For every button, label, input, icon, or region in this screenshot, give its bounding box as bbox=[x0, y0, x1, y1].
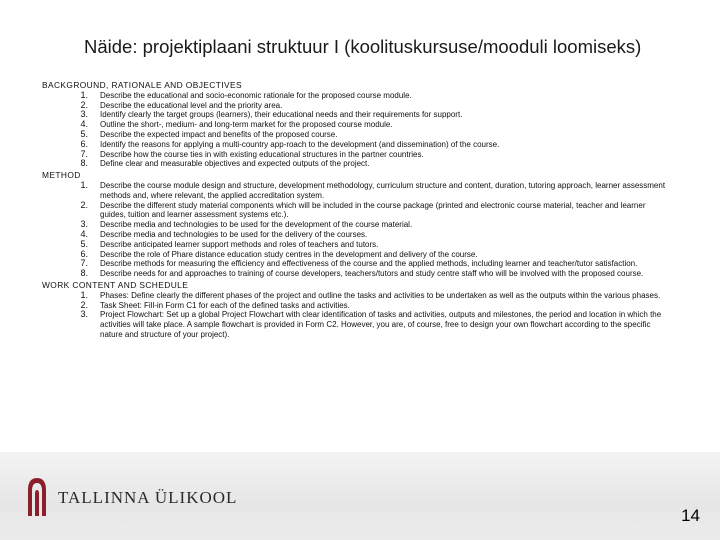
list-item-text: Describe the educational and socio-economic rationale for the proposed course module. bbox=[100, 90, 412, 100]
list-item-text: Describe the educational level and the priority area. bbox=[100, 100, 283, 110]
list-item-number: 5. bbox=[80, 128, 88, 139]
list-item-number: 6. bbox=[80, 248, 88, 259]
tallinn-university-arch-icon bbox=[26, 476, 48, 516]
list-item-text: Project Flowchart: Set up a global Project Flowchart with clear identification of tasks and activities, outputs and milestones, the period and location in which the activities will take place. A sample flowchart is provided in Form C2. However, you are, of course, free to design your own flowchart according to the specific nature and structure of your project). bbox=[100, 310, 662, 339]
list-item-number: 2. bbox=[80, 299, 88, 310]
list-item-text: Describe the role of Phare distance education study centres in the development and delivery of the course. bbox=[100, 249, 478, 259]
list-item-number: 2. bbox=[80, 99, 88, 110]
slide-title: Näide: projektiplaani struktuur I (koolituskursuse/mooduli loomiseks) bbox=[84, 36, 642, 57]
list-item bbox=[42, 230, 672, 240]
section-heading: WORK CONTENT AND SCHEDULE bbox=[42, 279, 189, 290]
list-item-number: 8. bbox=[80, 158, 88, 169]
list-item-number: 4. bbox=[80, 228, 88, 239]
list-item-number: 4. bbox=[80, 119, 88, 130]
list-item-text: Describe methods for measuring the efficiency and effectiveness of the course and the applied methods, including learner and teacher/tutor satisfaction. bbox=[100, 259, 638, 269]
list-item-number: 7. bbox=[80, 148, 88, 159]
list-item-number: 6. bbox=[80, 138, 88, 149]
list-item-number: 1. bbox=[80, 179, 88, 190]
list-item bbox=[42, 120, 672, 130]
list-item bbox=[42, 130, 672, 140]
section-background bbox=[42, 81, 672, 169]
section-work-content bbox=[42, 281, 672, 340]
section-heading: BACKGROUND, RATIONALE AND OBJECTIVES bbox=[42, 80, 242, 90]
list-item-number: 3. bbox=[80, 219, 88, 230]
list-item bbox=[42, 291, 672, 301]
list-item-text: Phases: Define clearly the different phases of the project and outline the tasks and activities to be undertaken as well as the outputs within the various phases. bbox=[100, 290, 661, 300]
list-item bbox=[42, 301, 672, 311]
section-list bbox=[42, 91, 672, 169]
section-list bbox=[42, 181, 672, 279]
list-item-text: Describe needs for and approaches to training of course developers, teachers/tutors and study centre staff who will be involved with the proposed course. bbox=[100, 269, 644, 279]
list-item-text: Describe the expected impact and benefits of the proposed course. bbox=[100, 129, 338, 139]
list-item-text: Identify clearly the target groups (learners), their educational needs and their requirements for support. bbox=[100, 110, 463, 120]
list-item bbox=[42, 101, 672, 111]
list-item-text: Describe media and technologies to be used for the delivery of the courses. bbox=[100, 229, 368, 239]
list-item bbox=[42, 259, 672, 269]
list-item-text: Outline the short-, medium- and long-term market for the proposed course module. bbox=[100, 120, 393, 130]
list-item-number: 3. bbox=[80, 109, 88, 120]
list-item bbox=[42, 150, 672, 160]
list-item-text: Describe the different study material components which will be included in the course package (printed and electronic course material, teacher and learner guides, tuition and learner assessment systems etc.). bbox=[100, 200, 646, 220]
list-item bbox=[42, 220, 672, 230]
list-item bbox=[42, 269, 672, 279]
list-item bbox=[42, 310, 672, 339]
list-item-text: Describe anticipated learner support methods and roles of teachers and tutors. bbox=[100, 239, 379, 249]
list-item-text: Identify the reasons for applying a multi-country app-roach to the development (and dissemination) of the course. bbox=[100, 139, 500, 149]
list-item bbox=[42, 110, 672, 120]
list-item-number: 3. bbox=[80, 309, 88, 320]
list-item-number: 1. bbox=[80, 89, 88, 100]
list-item bbox=[42, 159, 672, 169]
list-item-number: 5. bbox=[80, 238, 88, 249]
list-item bbox=[42, 250, 672, 260]
list-item bbox=[42, 181, 672, 201]
list-item bbox=[42, 140, 672, 150]
list-item-text: Describe how the course ties in with existing educational structures in the partner countries. bbox=[100, 149, 424, 159]
slide-content bbox=[42, 81, 672, 342]
list-item-number: 8. bbox=[80, 268, 88, 279]
list-item-number: 2. bbox=[80, 199, 88, 210]
page-number: 14 bbox=[681, 506, 700, 525]
list-item-number: 7. bbox=[80, 258, 88, 269]
list-item bbox=[42, 240, 672, 250]
section-method bbox=[42, 171, 672, 279]
list-item bbox=[42, 201, 672, 221]
list-item-text: Describe the course module design and structure, development methodology, curriculum structure and content, duration, tutoring approach, learner assessment methods and, where relevant, the applied accreditation system. bbox=[100, 180, 666, 200]
section-list bbox=[42, 291, 672, 340]
university-logo-text: TALLINNA ÜLIKOOL bbox=[58, 488, 238, 507]
list-item-text: Define clear and measurable objectives and expected outputs of the project. bbox=[100, 159, 370, 169]
section-heading: METHOD bbox=[42, 170, 81, 181]
list-item bbox=[42, 91, 672, 101]
list-item-text: Describe media and technologies to be used for the development of the course material. bbox=[100, 220, 413, 230]
list-item-number: 1. bbox=[80, 289, 88, 300]
list-item-text: Task Sheet: Fill-in Form C1 for each of the defined tasks and activities. bbox=[100, 300, 350, 310]
